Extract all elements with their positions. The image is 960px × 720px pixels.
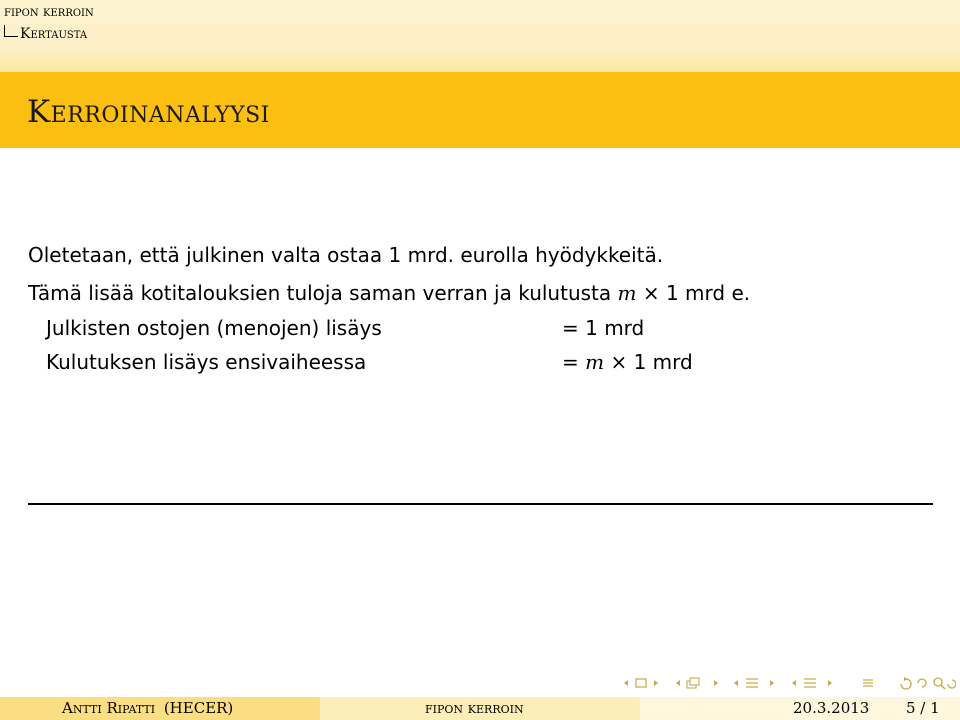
body-line-1: Oletetaan, että julkinen valta ostaa 1 mrd. eurolla hyödykkeitä. — [28, 243, 664, 267]
nav-search-icon — [934, 678, 942, 686]
tree-branch-icon — [4, 25, 18, 37]
header-subsection[interactable] — [4, 24, 87, 44]
nav-frame-prev-icon — [624, 680, 628, 686]
nav-subsection-prev-icon — [676, 680, 680, 686]
eq1-label: Julkisten ostojen (menojen) lisäys — [46, 316, 382, 340]
times-sign: × — [642, 281, 660, 305]
slide-title: Kerroinanalyysi — [27, 94, 270, 130]
footer-page-number: 5 / 1 — [906, 699, 940, 717]
nav-section-prev-icon — [734, 680, 738, 686]
nav-slide — [790, 676, 842, 690]
body-line-2 — [28, 280, 750, 306]
var-m: m — [617, 281, 637, 305]
nav-frame-box-icon — [636, 679, 646, 687]
body-line-2-text: Tämä lisää kotitalouksien tuloja saman verran ja kulutusta — [28, 281, 612, 305]
eq2-end: 1 mrd — [633, 350, 693, 374]
nav-section-next-icon — [770, 680, 774, 686]
header-subsection-bar — [0, 24, 960, 46]
footer-institute: (HECER) — [163, 699, 234, 717]
eq1-rhs: = 1 mrd — [562, 316, 645, 340]
header-subsection-label[interactable]: Kertausta — [20, 26, 88, 42]
eq2-label: Kulutuksen lisäys ensivaiheessa — [46, 350, 367, 374]
body-line-2-end: 1 mrd e. — [665, 281, 751, 305]
nav-subsection-next-icon — [714, 680, 718, 686]
eq2-var-m: m — [585, 350, 605, 374]
nav-slide-prev-icon — [792, 680, 796, 686]
footer-author-block — [62, 699, 233, 717]
nav-align — [860, 676, 876, 690]
eq2-rhs — [562, 349, 693, 375]
eq2-equals: = — [562, 350, 579, 374]
nav-subsection — [674, 676, 726, 690]
footer-short-title: fipon kerroin — [425, 699, 524, 717]
nav-frame — [622, 676, 666, 690]
nav-section — [732, 676, 784, 690]
footer-author: Antti Ripatti — [62, 699, 156, 717]
eq2-times: × — [610, 350, 628, 374]
nav-tools — [898, 676, 956, 690]
nav-frame-next-icon — [654, 680, 658, 686]
header-section-bar — [0, 0, 960, 24]
footer-date: 20.3.2013 — [793, 699, 870, 717]
horizontal-rule — [28, 503, 933, 505]
nav-slide-next-icon — [828, 680, 832, 686]
header-section-label[interactable]: fipon kerroin — [4, 4, 94, 20]
nav-back-icon — [901, 679, 911, 689]
header-gradient — [0, 46, 960, 72]
